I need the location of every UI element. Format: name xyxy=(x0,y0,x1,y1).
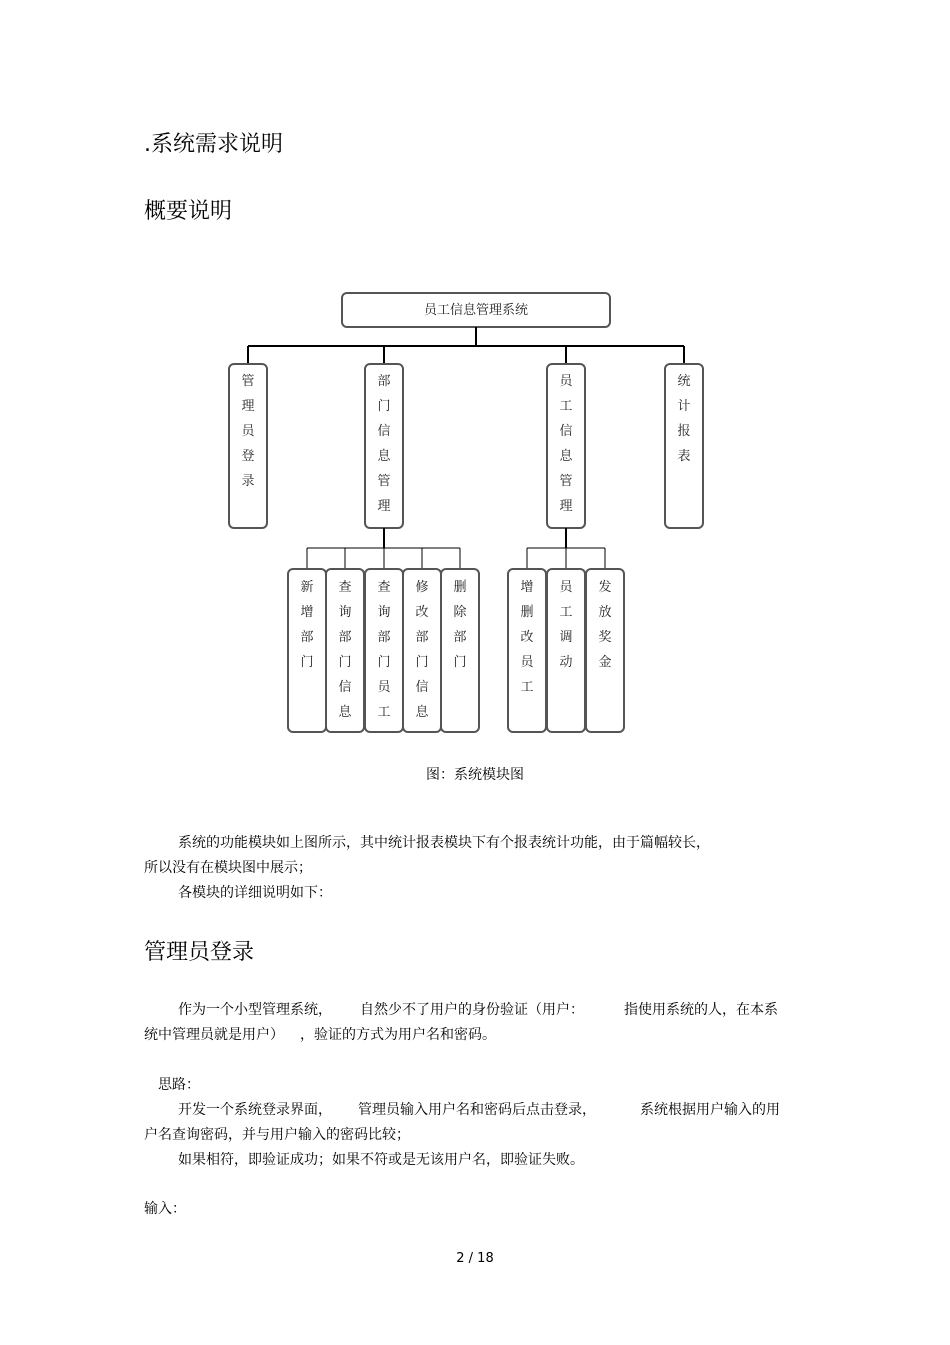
node-label-report: 统计报表 xyxy=(677,374,691,464)
thinking-label: 思路： xyxy=(158,1077,200,1093)
diagram-caption: 图：系统模块图 xyxy=(426,767,524,783)
login-p1-d: 统中管理员就是用户） xyxy=(144,1027,284,1043)
overview-title: 概要说明 xyxy=(144,199,233,224)
login-p1-c: 指使用系统的人，在本系 xyxy=(624,1002,778,1018)
node-label-emp-transfer: 员工调动 xyxy=(559,580,573,670)
login-p2-c: 系统根据用户输入的用 xyxy=(640,1102,780,1118)
overview-para-3: 各模块的详细说明如下： xyxy=(178,885,332,901)
node-label-emp-bonus: 发放奖金 xyxy=(598,580,612,670)
root-node-label: 员工信息管理系统 xyxy=(423,303,529,318)
input-label: 输入： xyxy=(144,1201,186,1217)
node-label-emp-crud: 增删改员工 xyxy=(520,580,534,695)
login-p2-b: 管理员输入用户名和密码后点击登录， xyxy=(358,1102,596,1118)
login-p1-e: ，验证的方式为用户名和密码。 xyxy=(300,1027,496,1043)
node-label-dept-delete: 删除部门 xyxy=(453,580,467,670)
node-label-dept-modify: 修改部门信息 xyxy=(415,580,429,720)
login-p1-a: 作为一个小型管理系统， xyxy=(178,1002,332,1018)
admin-login-title: 管理员登录 xyxy=(144,940,255,965)
login-p2-a: 开发一个系统登录界面， xyxy=(178,1102,332,1118)
overview-para-1: 系统的功能模块如上图所示，其中统计报表模块下有个报表统计功能，由于篇幅较长， xyxy=(178,835,710,851)
node-label-admin-login: 管理员登录 xyxy=(241,374,255,489)
section-title: .系统需求说明 xyxy=(144,132,283,157)
node-label-dept-mgmt: 部门信息管理 xyxy=(377,374,391,514)
page-number: 2 / 18 xyxy=(456,1251,494,1266)
node-label-dept-query-info: 查询部门信息 xyxy=(338,580,352,720)
login-p3: 如果相符，即验证成功；如果不符或是无该用户名，即验证失败。 xyxy=(178,1152,584,1168)
node-label-dept-query-staff: 查询部门员工 xyxy=(377,580,391,720)
node-label-dept-add: 新增部门 xyxy=(300,580,314,670)
login-p2-d: 户名查询密码，并与用户输入的密码比较； xyxy=(144,1127,410,1143)
node-label-emp-mgmt: 员工信息管理 xyxy=(559,374,573,514)
overview-para-2: 所以没有在模块图中展示； xyxy=(144,860,312,876)
login-p1-b: 自然少不了用户的身份验证（用户： xyxy=(360,1002,584,1018)
